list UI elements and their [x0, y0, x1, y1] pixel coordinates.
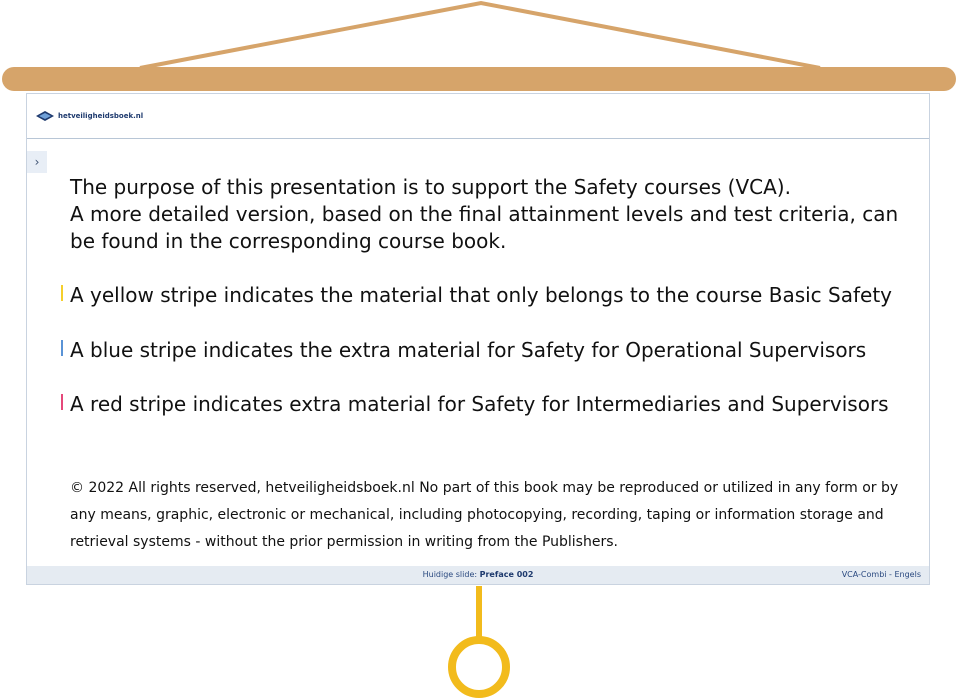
course-label: VCA-Combi - Engels: [841, 570, 921, 579]
intro-line: be found in the corresponding course book.: [70, 229, 507, 253]
slide-content: [70, 174, 920, 550]
stripe-text: A blue stripe indicates the extra material for Safety for Operational Supervisors: [70, 338, 867, 362]
intro-text: [70, 174, 920, 255]
slide-footer: [27, 566, 929, 584]
red-stripe: [61, 394, 63, 410]
hanging-string: [140, 3, 820, 68]
logo-text: hetveiligheidsboek.nl: [58, 112, 144, 120]
intro-line: The purpose of this presentation is to support the Safety courses (VCA).: [70, 175, 791, 199]
blue-stripe: [61, 340, 63, 356]
book-logo-icon: [36, 111, 54, 121]
pull-ring: [452, 640, 506, 694]
current-slide-value: Preface 002: [479, 570, 534, 579]
site-logo[interactable]: [36, 111, 143, 121]
presentation-slide: [26, 93, 930, 585]
yellow-stripe: [61, 285, 63, 301]
chevron-right-icon: ›: [34, 155, 40, 169]
stripe-text: A red stripe indicates extra material for Safety for Intermediaries and Supervisors: [70, 392, 889, 416]
copyright-text: © 2022 All rights reserved, hetveiligheidsboek.nl No part of this book may be reproduced or utilized in any form or by any means, graphic, electronic or mechanical, including photocopying, recording, taping or information storage and retrieval systems - without the prior permission in writing from the Publishers.: [70, 480, 899, 550]
stripe-text: A yellow stripe indicates the material that only belongs to the course Basic Safety: [70, 283, 893, 307]
sidebar-toggle-button[interactable]: [27, 151, 47, 173]
current-slide-label: Huidige slide:: [422, 570, 478, 579]
hanging-rod: [2, 67, 956, 91]
current-slide-indicator: [27, 570, 929, 579]
slide-header: [27, 94, 929, 139]
stripe-item-blue: [70, 337, 866, 364]
stripe-item-red: [70, 391, 889, 418]
stripe-item-yellow: [70, 282, 892, 309]
intro-line: A more detailed version, based on the final attainment levels and test criteria, can: [70, 202, 899, 226]
